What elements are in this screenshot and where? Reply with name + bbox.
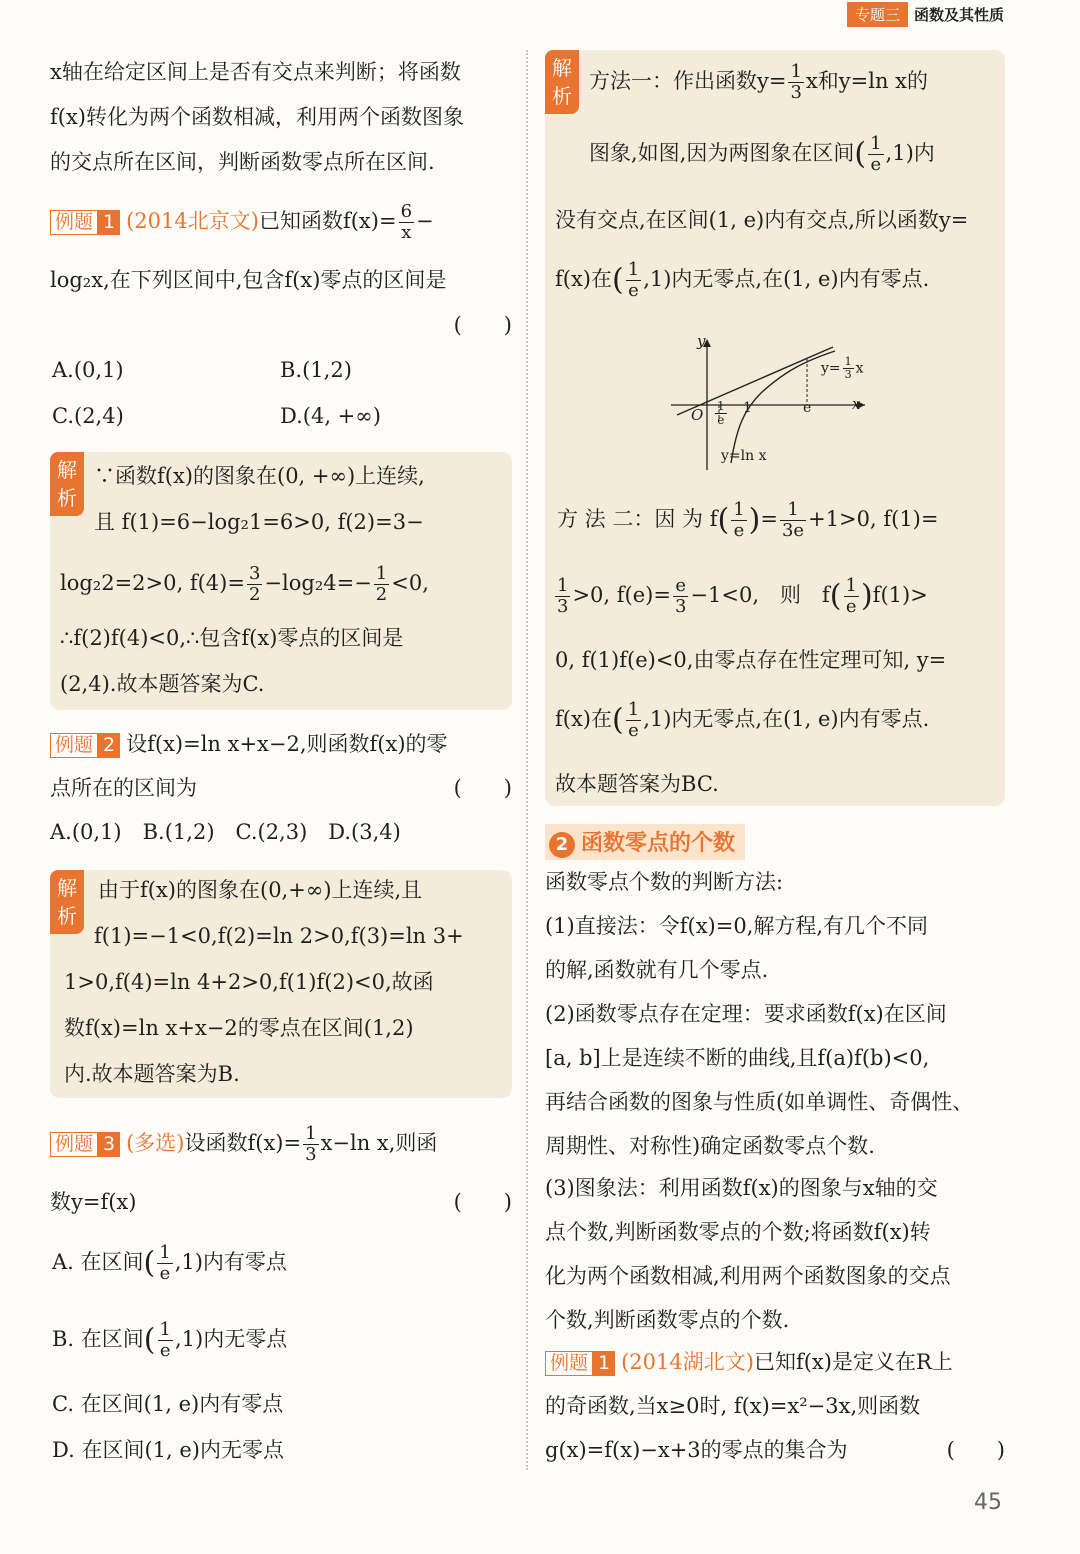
answer-bracket: ( ) <box>453 313 512 337</box>
solution-line: (2,4).故本题答案为C. <box>60 672 265 696</box>
method-2-answer: 故本题答案为BC. <box>555 772 719 796</box>
section-title: 函数零点的个数 <box>581 831 736 856</box>
option-b: B.(1,2) <box>280 358 352 382</box>
tick-label-1: 1 <box>743 400 752 416</box>
example-tag: 例题 <box>50 733 98 758</box>
example-tag: 例题 <box>545 1351 593 1376</box>
method-2-line: 方 法 二：因 为 f( $\frac{1}{e}$ )= $\frac{1}{3e}$ +1>0, f(1)= <box>557 499 939 541</box>
tick-label-1-over-e: $\frac{1}{e}$ <box>717 399 725 428</box>
example-source: (2014北京文) <box>126 208 259 233</box>
fraction: $\frac{6}{x}$ <box>400 201 413 243</box>
method-1-line: 图象,如图,因为两图象在区间( $\frac{1}{e}$ ,1)内 <box>589 133 935 175</box>
example-3-stem-line2: 数y=f(x) <box>50 1190 137 1214</box>
solution-label: 解析 <box>545 50 579 114</box>
example-2-stem: 例题 2 设f(x)=ln x+x−2,则函数f(x)的零 <box>50 732 512 758</box>
method-line: [a, b]上是连续不断的曲线,且f(a)f(b)<0, <box>545 1046 930 1070</box>
example-1-stem-line2: log₂x,在下列区间中,包含f(x)零点的区间是 <box>50 268 447 292</box>
solution-line: f(1)=−1<0,f(2)=ln 2>0,f(3)=ln 3+ <box>94 924 464 948</box>
line-label: y= $\frac{1}{3}$ x <box>821 355 864 382</box>
method-2-line: 0, f(1)f(e)<0,由零点存在性定理可知, y= <box>555 648 947 672</box>
option-d: D. 在区间(1, e)内无零点 <box>52 1438 284 1462</box>
solution-line: log₂2=2>0, f(4)= $\frac{3}{2}$ −log₂4=− $\frac{1}{2}$ <0, <box>60 563 429 605</box>
example-number: 1 <box>98 210 120 235</box>
origin-label: O <box>691 406 704 424</box>
example-3-stem: 例题 3 (多选)设函数f(x)= $\frac{1}{3}$ x−ln x,则函 <box>50 1124 512 1165</box>
intro-line: f(x)转化为两个函数相减，利用两个函数图象 <box>50 105 464 129</box>
answer-bracket: ( ) <box>453 776 512 800</box>
method-line: (2)函数零点存在定理：要求函数f(x)在区间 <box>545 1002 947 1026</box>
ln-curve-label: y=ln x <box>721 448 767 464</box>
solution-label: 解析 <box>50 870 84 934</box>
intro-line: 的交点所在区间，判断函数零点所在区间. <box>50 150 435 174</box>
answer-bracket: ( ) <box>946 1438 1005 1462</box>
example-r1-stem: 例题 1 (2014湖北文)已知f(x)是定义在R上 <box>545 1350 1005 1376</box>
method-line: 化为两个函数相减,利用两个函数图象的交点 <box>545 1264 951 1288</box>
option-a: A. 在区间( $\frac{1}{e}$ ,1)内有零点 <box>52 1242 287 1284</box>
method-1-line: f(x)在( $\frac{1}{e}$ ,1)内无零点,在(1, e)内有零点. <box>555 259 930 301</box>
method-line: 周期性、对称性)确定函数零点个数. <box>545 1134 875 1158</box>
solution-line: ∵函数f(x)的图象在(0, +∞)上连续, <box>94 464 425 488</box>
solution-box-3 <box>545 50 1005 806</box>
solution-box-2 <box>50 870 512 1098</box>
method-2-line: f(x)在( $\frac{1}{e}$ ,1)内无零点,在(1, e)内有零点. <box>555 699 930 741</box>
method-line: 个数,判断函数零点的个数. <box>545 1308 790 1332</box>
example-number: 3 <box>98 1132 120 1157</box>
section-number: 2 <box>549 832 575 858</box>
example-r1-line: g(x)=f(x)−x+3的零点的集合为 <box>545 1438 848 1462</box>
solution-line: 数f(x)=ln x+x−2的零点在区间(1,2) <box>64 1016 414 1040</box>
option-a: A.(0,1) <box>52 358 124 382</box>
stem-text: − <box>416 208 434 233</box>
chapter-title: 函数及其性质 <box>913 5 1004 24</box>
example-2-stem-line2: 点所在的区间为 <box>50 776 197 800</box>
option-b: B. 在区间( $\frac{1}{e}$ ,1)内无零点 <box>52 1319 288 1361</box>
solution-label: 解析 <box>50 452 84 516</box>
page-header <box>847 0 1080 28</box>
section-heading <box>545 824 745 860</box>
y-axis-label: y <box>697 332 706 350</box>
example-number: 2 <box>98 733 120 758</box>
example-tag: 例题 <box>50 1132 98 1157</box>
method-line: 点个数,判断函数零点的个数;将函数f(x)转 <box>545 1220 931 1244</box>
intro-line: x轴在给定区间上是否有交点来判断；将函数 <box>50 60 461 84</box>
solution-line: ∴f(2)f(4)<0,∴包含f(x)零点的区间是 <box>60 626 404 650</box>
page-number: 45 <box>974 1490 1002 1515</box>
solution-line: 1>0,f(4)=ln 4+2>0,f(1)f(2)<0,故函 <box>64 970 434 994</box>
example-2-options: A.(0,1) B.(1,2) C.(2,3) D.(3,4) <box>50 820 401 844</box>
option-c: C.(2,4) <box>52 404 124 428</box>
method-line: 函数零点个数的判断方法: <box>545 870 784 894</box>
method-2-line: $\frac{1}{3}$ >0, f(e)= $\frac{e}{3}$ −1<0, 则 f( $\frac{1}{e}$ )f(1)> <box>557 575 928 617</box>
x-axis-label: x <box>852 395 861 413</box>
solution-box-1 <box>50 452 512 710</box>
solution-line: 且 f(1)=6−log₂1=6>0, f(2)=3− <box>94 510 424 534</box>
option-d: D.(4, +∞) <box>280 404 381 428</box>
tick-label-e: e <box>803 400 812 416</box>
chapter-tag: 专题三 <box>847 2 908 27</box>
method-1-line: 方法一：作出函数y= $\frac{1}{3}$ x和y=ln x的 <box>589 61 928 103</box>
solution-line: 内.故本题答案为B. <box>64 1062 240 1086</box>
example-r1-line: 的奇函数,当x≥0时, f(x)=x²−3x,则函数 <box>545 1394 921 1418</box>
stem-text: 已知函数f(x)= <box>258 208 397 233</box>
example-1-stem <box>50 202 512 243</box>
method-line: 的解,函数就有几个零点. <box>545 958 769 982</box>
answer-bracket: ( ) <box>453 1190 512 1214</box>
method-line: (3)图象法：利用函数f(x)的图象与x轴的交 <box>545 1176 938 1200</box>
column-divider <box>526 50 528 1470</box>
method-line: (1)直接法：令f(x)=0,解方程,有几个不同 <box>545 914 929 938</box>
example-number: 1 <box>593 1351 615 1376</box>
example-tag: 例题 <box>50 210 98 235</box>
method-line: 再结合函数的图象与性质(如单调性、奇偶性、 <box>545 1090 974 1114</box>
solution-line: 由于f(x)的图象在(0,+∞)上连续,且 <box>98 878 423 902</box>
method-1-line: 没有交点,在区间(1, e)内有交点,所以函数y= <box>555 208 969 232</box>
option-c: C. 在区间(1, e)内有零点 <box>52 1392 284 1416</box>
